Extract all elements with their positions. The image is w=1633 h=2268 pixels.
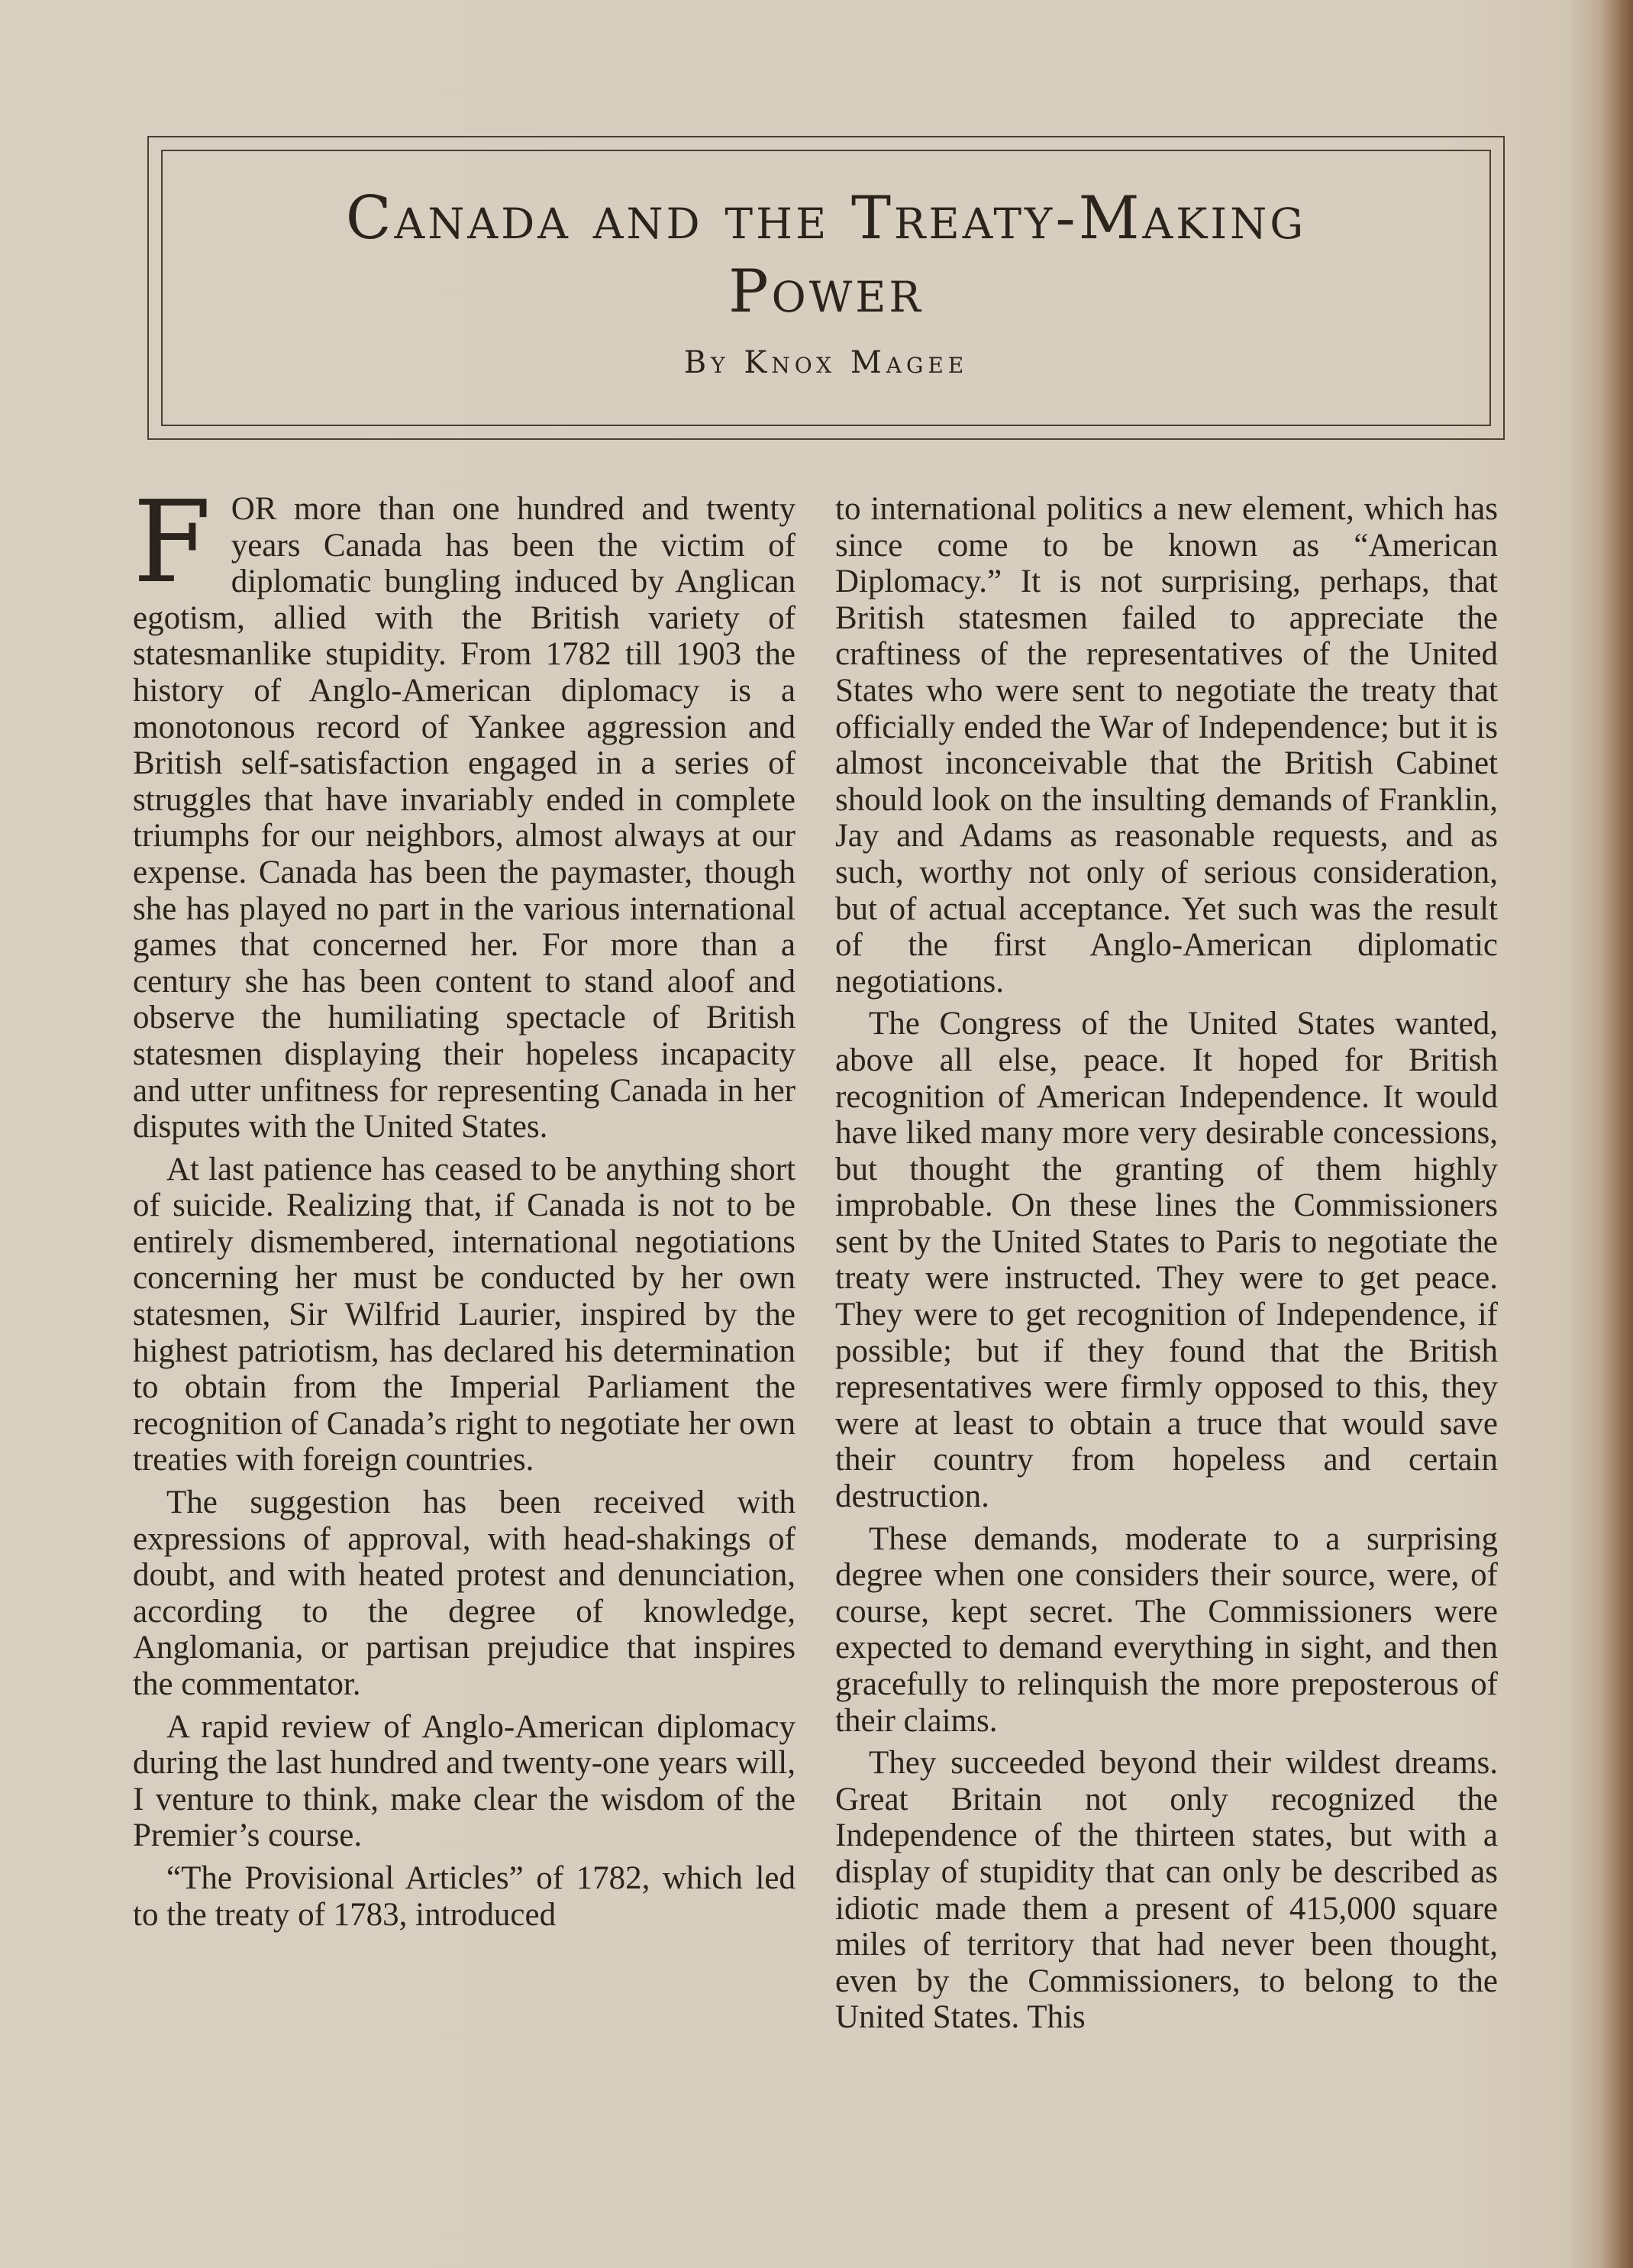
left-column: [133, 477, 796, 1933]
paragraph: The Congress of the United States wanted, above all else, peace. It hoped for British recognition of American Independence. It would have liked many more very desirable concessions, but thought the granting of them highly improbable. On these lines the Commissioners sent by the United States to Paris to negotiate the treaty were instructed. They were to get peace. They were to get recognition of Independence, if possible; but if they found that the British representatives were firmly opposed to this, they were at least to obtain a truce that would save their country from hopeless and certain destruction.: [835, 1006, 1498, 1515]
paragraph: to international politics a new element, which has since come to be known as “American Diplomacy.” It is not surprising, perhaps, that British statesmen failed to appreciate the craftiness of the representatives of the United States who were sent to negotiate the treaty that officially ended the War of Independence; but it is almost inconceivable that the British Cabinet should look on the insulting demands of Franklin, Jay and Adams as reasonable requests, and as such, worthy not only of serious consideration, but of actual acceptance. Yet such was the result of the first Anglo-American diplomatic negotiations.: [835, 491, 1498, 1000]
paragraph: At last patience has ceased to be anything short of suicide. Realizing that, if Canada is not to be entirely dismembered, international negotiations concerning her must be conducted by her own statesmen, Sir Wilfrid Laurier, inspired by the highest patriotism, has declared his determination to obtain from the Imperial Parliament the recognition of Canada’s right to negotiate her own treaties with foreign countries.: [133, 1151, 796, 1478]
paragraph: The suggestion has been received with expressions of approval, with head-shakings of doubt, and with heated protest and denunciation, according to the degree of knowledge, Anglomania, or partisan prejudice that inspires the commentator.: [133, 1485, 796, 1702]
paragraph: These demands, moderate to a surprising degree when one considers their source, were, of course, kept secret. The Commissioners were expected to demand everything in sight, and then gracefully to relinquish the more preposterous of their claims.: [835, 1520, 1498, 1739]
article-title-line-2: Power: [728, 257, 924, 326]
paragraph-text: more than one hundred and twenty years Canada has been the victim of diplomatic bungling induced by Anglican egotism, allied with the British variety of statesmanlike stupidity. From 1782 till 1903 the history of Anglo-American diplomacy is a monotonous record of Yankee aggression and British self-satisfaction engaged in a series of struggles that have invariably ended in complete triumphs for our neighbors, almost always at our expense. Canada has been the paymaster, though she has played no part in the various international games that concerned her. For more than a century she has been content to stand aloof and observe the humiliating spectacle of British statesmen displaying their hopeless incapacity and utter unfitness for representing Canada in her disputes with the United States.: [133, 491, 796, 1145]
drop-cap: F: [133, 477, 211, 608]
paragraph: “The Provisional Articles” of 1782, which led to the treaty of 1783, introduced: [133, 1859, 796, 1933]
page-spine-shadow: [1599, 0, 1633, 2268]
article-title-line-1: Canada and the Treaty-Making: [345, 184, 1307, 253]
paragraph: [133, 477, 796, 1145]
lead-in: OR: [231, 491, 277, 527]
right-column: [835, 491, 1498, 2036]
article-title: [153, 182, 1499, 328]
article-byline: By Knox Magee: [683, 345, 969, 380]
paragraph: They succeeded beyond their wildest dreams. Great Britain not only recognized the Independence of the thirteen states, but with a display of stupidity that can only be described as idiotic made them a present of 415,000 square miles of territory that had never been thought, even by the Commissioners, to belong to the United States. This: [835, 1745, 1498, 2036]
paragraph: A rapid review of Anglo-American diplomacy during the last hundred and twenty-one years will, I venture to think, make clear the wisdom of the Premier’s course.: [133, 1708, 796, 1854]
